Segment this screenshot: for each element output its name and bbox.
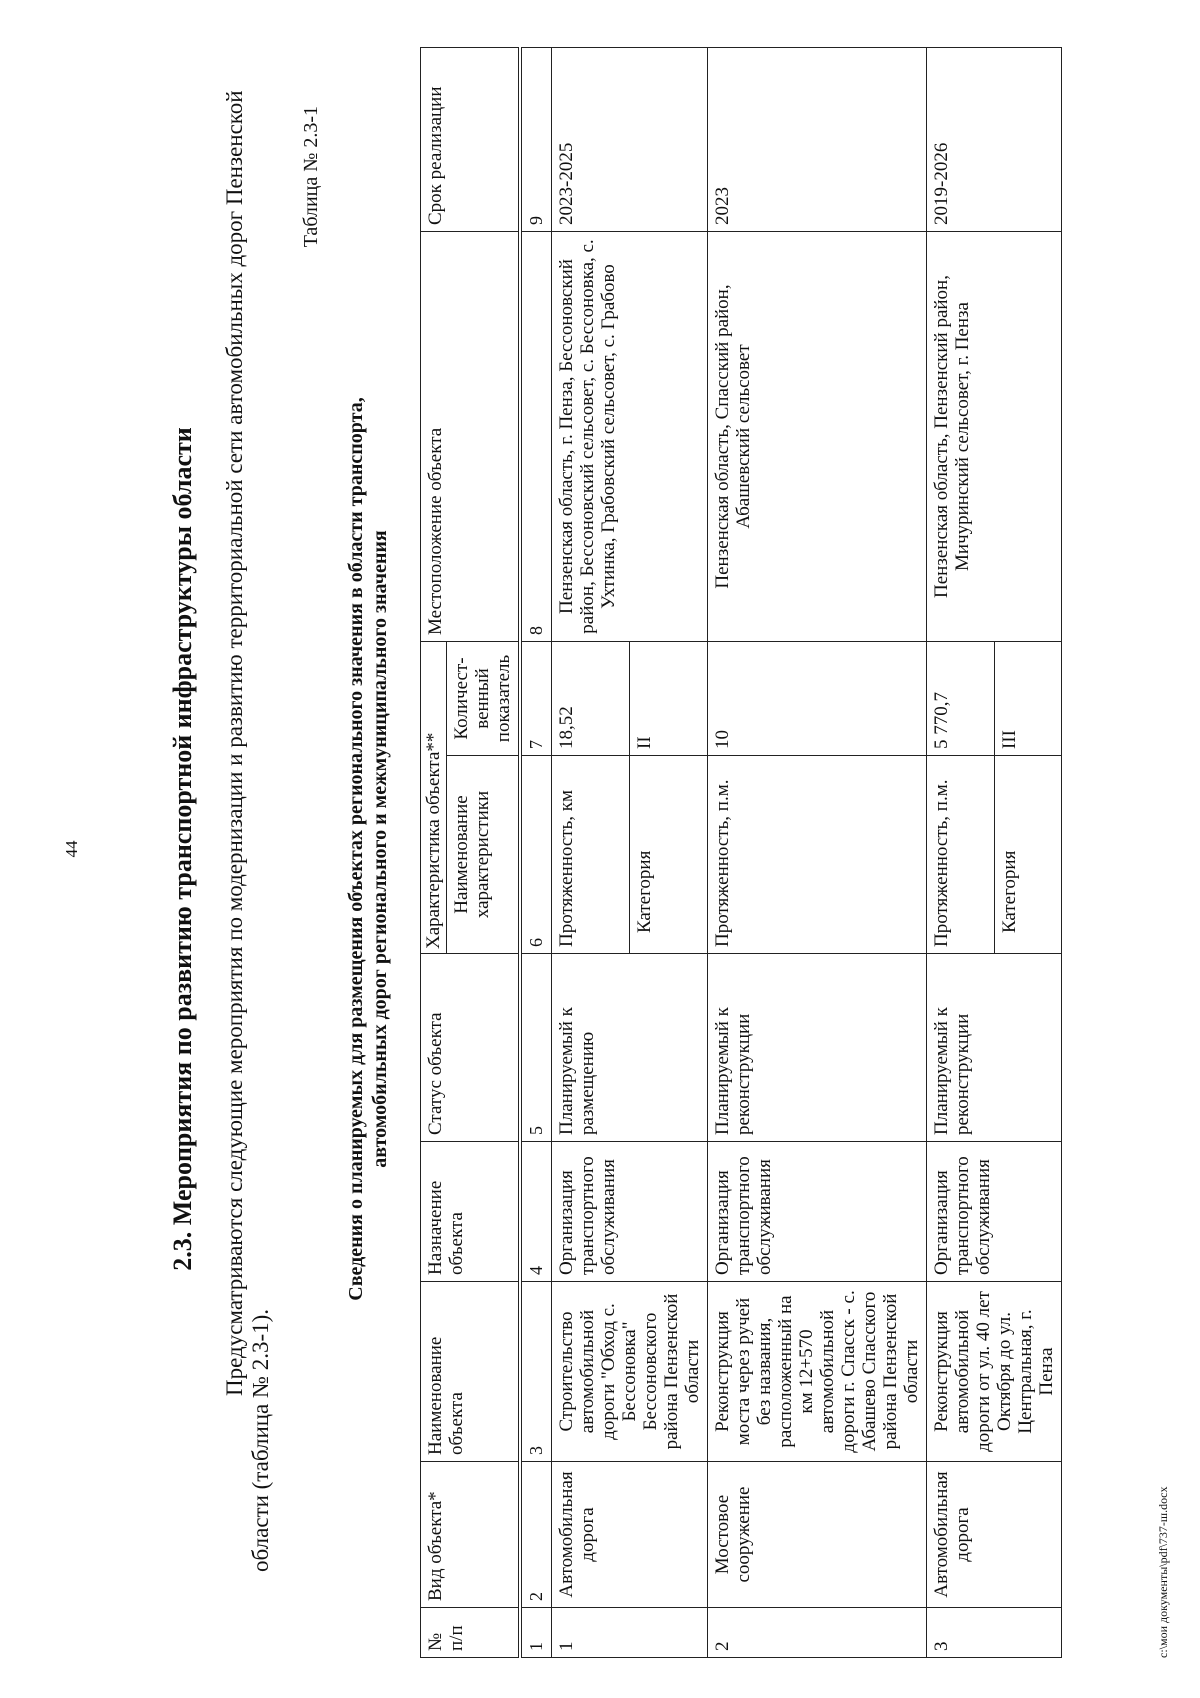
col-num-7: 7 [520, 642, 552, 756]
row-char2-value: III [994, 642, 1062, 756]
header-num: № п/п [421, 1608, 521, 1658]
row-char2-name: Категория [630, 756, 708, 954]
row-status: Планируемый к реконструкции [927, 954, 1062, 1142]
footer-file-path: c:\мои документы\pdf\737-ш.docx [1156, 1486, 1170, 1658]
column-numbers-row [520, 48, 552, 1658]
row-name: Реконструкция моста через ручей без названия, расположенный на км 12+570 автомобильной дороги г. Спасск - с. Абашево Спасского района Пензенской области [708, 1282, 927, 1462]
row-term: 2019-2026 [927, 48, 1062, 232]
header-location: Местоположение объекта [421, 232, 521, 642]
header-char-value: Количест- венный показатель [447, 642, 521, 756]
caption-line-2: автомобильных дорог регионального и межмуниципального значения [369, 530, 391, 1168]
row-name: Строительство автомобильной дороги "Обход с. Бессоновка" Бессоновского района Пензенской области [552, 1282, 708, 1462]
row-location: Пензенская область, Спасский район, Абашевский сельсовет [708, 232, 927, 642]
row-location: Пензенская область, Пензенский район, Мичуринский сельсовет, г. Пенза [927, 232, 1062, 642]
row-char1-name: Протяженность, км [552, 756, 630, 954]
col-num-8: 8 [520, 232, 552, 642]
intro-text: Предусматриваются следующие мероприятия по модернизации и развитию территориальной сети автомобильных дорог Пензенской области (таблица № 2.3-1). [222, 90, 273, 1572]
table-number: Таблица № 2.3-1 [300, 106, 322, 248]
row-char2-value: II [630, 642, 708, 756]
intro-paragraph [222, 12, 274, 1572]
table-caption [344, 0, 392, 1698]
row-kind: Автомобильная дорога [927, 1462, 1062, 1608]
header-char-name: Наименование характеристики [447, 756, 521, 954]
col-num-6: 6 [520, 756, 552, 954]
table-row [552, 48, 630, 1658]
row-kind: Автомобильная дорога [552, 1462, 708, 1608]
col-num-2: 2 [520, 1462, 552, 1608]
col-num-1: 1 [520, 1608, 552, 1658]
caption-line-1: Сведения о планируемых для размещения объектах регионального значения в области транспорта, [345, 397, 367, 1301]
row-char1-name: Протяженность, п.м. [708, 756, 927, 954]
header-term: Срок реализации [421, 48, 521, 232]
row-name: Реконструкция автомобильной дороги от ул. 40 лет Октября до ул. Центральная, г. Пенза [927, 1282, 1062, 1462]
header-kind: Вид объекта* [421, 1462, 521, 1608]
header-status: Статус объекта [421, 954, 521, 1142]
col-num-3: 3 [520, 1282, 552, 1462]
header-characteristics: Характеристика объекта** [421, 642, 447, 954]
row-location: Пензенская область, г. Пенза, Бессоновский район, Бессоновский сельсовет, с. Бессоновка, с. Ухтинка, Грабовский сельсовет, с. Грабово [552, 232, 708, 642]
row-status: Планируемый к размещению [552, 954, 708, 1142]
row-num: 3 [927, 1608, 1062, 1658]
col-num-4: 4 [520, 1142, 552, 1282]
objects-table [420, 47, 1062, 1658]
row-char1-value: 5 770,7 [927, 642, 995, 756]
header-name: Наименование объекта [421, 1282, 521, 1462]
row-char1-value: 10 [708, 642, 927, 756]
row-kind: Мостовое сооружение [708, 1462, 927, 1608]
row-term: 2023-2025 [552, 48, 708, 232]
row-purpose: Организация транспортного обслуживания [552, 1142, 708, 1282]
row-term: 2023 [708, 48, 927, 232]
table-row [927, 48, 995, 1658]
row-char2-name: Категория [994, 756, 1062, 954]
row-num: 1 [552, 1608, 708, 1658]
row-char1-name: Протяженность, п.м. [927, 756, 995, 954]
col-num-5: 5 [520, 954, 552, 1142]
row-status: Планируемый к реконструкции [708, 954, 927, 1142]
page-number: 44 [62, 840, 81, 858]
row-purpose: Организация транспортного обслуживания [927, 1142, 1062, 1282]
section-heading: 2.3. Мероприятия по развитию транспортной инфраструктуры области [168, 427, 197, 1271]
table-row [708, 48, 927, 1658]
row-purpose: Организация транспортного обслуживания [708, 1142, 927, 1282]
header-row-1 [421, 48, 447, 1658]
col-num-9: 9 [520, 48, 552, 232]
row-char1-value: 18,52 [552, 642, 630, 756]
row-num: 2 [708, 1608, 927, 1658]
header-purpose: Назначение объекта [421, 1142, 521, 1282]
